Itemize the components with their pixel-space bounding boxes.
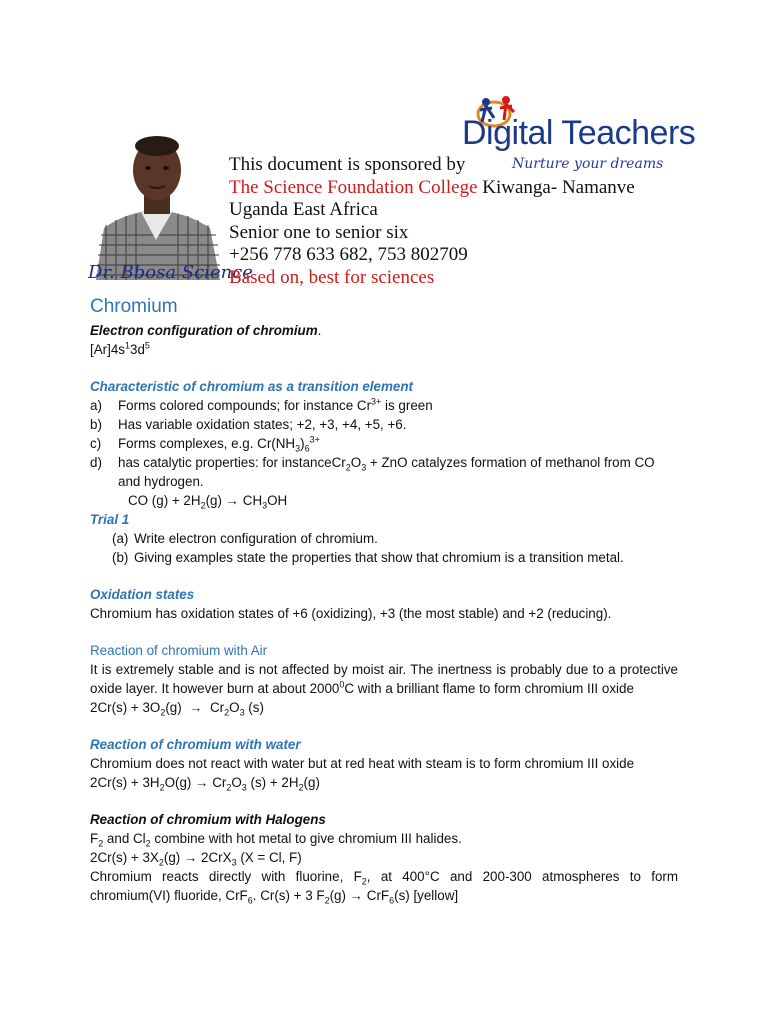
list-item: (a) Write electron configuration of chromium. <box>112 531 378 546</box>
list-item: c) Forms complexes, e.g. $Cr(NH_3)_6^{3+}$ <box>90 434 320 454</box>
sponsor-block <box>229 154 635 289</box>
sponsor-line: This document is sponsored by <box>229 154 466 175</box>
water-heading: Reaction of chromium with water <box>90 737 301 752</box>
list-item: d) has catalytic properties: for $instanceCr_2O_3$ + ZnO catalyzes formation of methanol from CO and hydrogen. <box>90 455 655 489</box>
sponsor-line: Uganda East Africa <box>229 199 378 220</box>
sponsor-motto: Based on, best for sciences <box>229 266 435 288</box>
sponsor-banner <box>86 92 696 292</box>
air-heading: Reaction of chromium with Air <box>90 643 268 658</box>
page-title: Chromium <box>90 296 178 317</box>
fluorine-text: Chromium reacts directly with fluorine, $F_2$, at 400°C and 200-300 atmospheres to form chromium(VI) fluoride, CrF$_6$. Cr(s) + 3 $F_2(g) \to CrF_6(s)$ [yellow] <box>90 869 679 906</box>
oxidation-heading: Oxidation states <box>90 587 195 602</box>
sponsor-line: Senior one to senior six <box>229 221 409 243</box>
school-name: The Science Foundation College <box>229 176 478 198</box>
water-text: Chromium does not react with water but at red heat with steam is to form chromium III oxide <box>90 756 635 771</box>
trial-heading: Trial 1 <box>90 512 130 527</box>
air-text: It is extremely stable and is not affected by moist air. The inertness is probably due to a protective oxide layer. It however burn at about 2000$^0$C with a brilliant flame to form chromium III oxide <box>90 662 678 696</box>
document-body <box>90 295 678 905</box>
list-item: b) Has variable oxidation states; +2, +3, +4, +5, +6. <box>90 417 407 432</box>
author-photo <box>86 130 228 280</box>
methanol-equation: CO $(g) + 2H_2(g) \to CH_3OH$ <box>128 493 288 511</box>
school-place: Kiwanga- Namanve <box>477 176 635 198</box>
logo-tagline: Nurture your dreams <box>512 156 664 172</box>
characteristic-heading: Characteristic of chromium as a transition element <box>90 379 413 394</box>
halogen-equation: $2Cr(s) + 3X_2(g) \to 2CrX_3$ (X = Cl, F) <box>90 850 302 868</box>
sponsor-phone: +256 778 633 682, 753 802709 <box>229 244 468 265</box>
list-item: (b) Giving examples state the properties that show that chromium is a transition metal. <box>112 550 624 565</box>
halogen-heading: Reaction of chromium with Halogens <box>90 812 326 827</box>
list-item: a) Forms colored compounds; for instance $Cr^{3+}$ is green <box>90 396 433 413</box>
logo-title: Digital Teachers <box>462 114 696 152</box>
water-equation: $2Cr(s) + 3H_2O(g) \to Cr_2O_3$ $(s) + 2H_2(g)$ <box>90 775 320 793</box>
ec-heading: Electron configuration of chromium. <box>90 323 322 338</box>
halogen-text: $F_2$ and $Cl_2$ combine with hot metal to give chromium III halides. <box>90 831 462 849</box>
author-signature: Dr. Bbosa Science <box>88 262 253 283</box>
ec-value: $[Ar]4s^13d^5$ <box>90 340 150 357</box>
air-equation: $2Cr(s) + 3O_2(g) \to Cr_2O_3$ (s) <box>90 700 264 718</box>
sponsor-school-line <box>229 177 635 200</box>
oxidation-text: Chromium has oxidation states of +6 (oxidizing), +3 (the most stable) and +2 (reducing). <box>90 606 612 621</box>
